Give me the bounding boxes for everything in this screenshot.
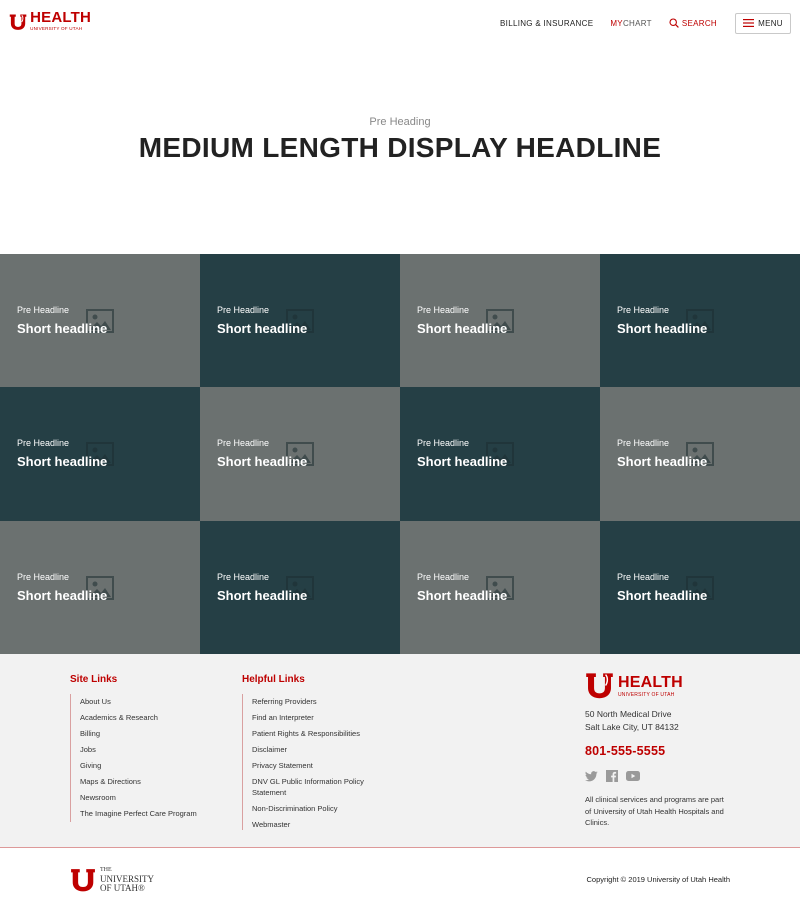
tile-headline: Short headline [417, 321, 508, 336]
footer-link[interactable]: DNV GL Public Information Policy Statement [252, 777, 364, 797]
university-of-utah-logo[interactable] [70, 866, 154, 893]
footer-link[interactable]: Newsroom [80, 793, 116, 802]
address-line-1: 50 North Medical Drive [585, 709, 672, 719]
tile-grid [0, 254, 800, 654]
footer-link[interactable]: Disclaimer [252, 745, 288, 754]
site-footer [0, 654, 800, 848]
site-links-title: Site Links [70, 674, 118, 685]
footer-phone[interactable]: 801-555-5555 [585, 744, 666, 758]
hero-pre-heading: Pre Heading [369, 116, 431, 128]
tile-headline: Short headline [617, 587, 708, 603]
promo-tile[interactable] [200, 387, 400, 520]
footer-link[interactable]: About Us [80, 697, 111, 706]
tile-headline: Short headline [17, 454, 108, 470]
footer-link[interactable]: Referring Providers [252, 697, 317, 706]
footer-uhealth-logo[interactable] [585, 672, 683, 699]
footer-link[interactable]: The Imagine Perfect Care Program [80, 809, 197, 818]
tile-pre-headline: Pre Headline [417, 305, 470, 315]
tile-headline: Short headline [417, 587, 508, 603]
search-icon [669, 18, 679, 28]
address-line-2: Salt Lake City, UT 84132 [585, 722, 679, 732]
promo-tile[interactable] [400, 521, 600, 654]
footer-link[interactable]: Jobs [80, 745, 96, 754]
logo-wordmark: HEALTH [30, 9, 91, 26]
tile-pre-headline: Pre Headline [217, 305, 270, 315]
tile-headline: Short headline [17, 587, 108, 603]
helpful-links-list [242, 694, 382, 830]
footer-link[interactable]: Giving [80, 761, 102, 770]
footer-link[interactable]: Webmaster [252, 820, 291, 829]
promo-tile[interactable] [0, 387, 200, 520]
promo-tile[interactable] [0, 521, 200, 654]
tile-pre-headline: Pre Headline [17, 438, 70, 449]
tile-pre-headline: Pre Headline [617, 438, 670, 449]
footer-link[interactable]: Non-Discrimination Policy [252, 804, 338, 813]
tile-pre-headline: Pre Headline [217, 438, 270, 449]
promo-tile[interactable] [600, 521, 800, 654]
main-nav [500, 12, 791, 34]
block-u-icon [70, 868, 96, 892]
tile-headline: Short headline [617, 321, 708, 336]
footer-link[interactable]: Privacy Statement [252, 761, 313, 770]
helpful-links-title: Helpful Links [242, 674, 305, 685]
bottom-bar [0, 849, 800, 909]
facebook-icon[interactable] [606, 770, 618, 782]
promo-tile[interactable] [600, 387, 800, 520]
promo-tile[interactable] [400, 254, 600, 387]
tile-headline: Short headline [617, 454, 708, 470]
uu-the: THE [100, 867, 112, 873]
tile-pre-headline: Pre Headline [417, 438, 470, 449]
copyright-text: Copyright © 2019 University of Utah Health [586, 875, 730, 884]
tile-pre-headline: Pre Headline [417, 571, 470, 582]
twitter-icon[interactable] [585, 771, 598, 782]
hamburger-icon [743, 19, 754, 27]
nav-mychart-link[interactable] [610, 19, 652, 28]
uhealth-logo[interactable] [9, 11, 91, 35]
promo-tile[interactable] [400, 387, 600, 520]
block-u-icon [9, 11, 27, 33]
footer-link[interactable]: Find an Interpreter [252, 713, 314, 722]
uu-of-utah: OF UTAH® [100, 883, 145, 893]
tile-headline: Short headline [417, 454, 508, 470]
mychart-chart-label: CHART [622, 18, 652, 28]
footer-link[interactable]: Academics & Research [80, 713, 158, 722]
youtube-icon[interactable] [626, 771, 640, 781]
footer-note: All clinical services and programs are part of University of Utah Health Hospitals and Clinics. [585, 795, 724, 827]
tile-headline: Short headline [17, 321, 108, 336]
promo-tile[interactable] [200, 521, 400, 654]
tile-pre-headline: Pre Headline [617, 571, 670, 582]
social-links [585, 770, 648, 782]
footer-link[interactable]: Maps & Directions [80, 777, 141, 786]
promo-tile[interactable] [200, 254, 400, 387]
tile-headline: Short headline [217, 454, 308, 470]
tile-pre-headline: Pre Headline [17, 571, 70, 582]
site-header [0, 0, 800, 48]
promo-tile[interactable] [0, 254, 200, 387]
tile-headline: Short headline [217, 321, 308, 336]
tile-pre-headline: Pre Headline [617, 305, 670, 315]
nav-search-button[interactable] [669, 18, 717, 28]
uu-university: UNIVERSITY [100, 874, 154, 884]
footer-logo-subtitle: UNIVERSITY OF UTAH [618, 692, 675, 698]
site-links-list [70, 694, 197, 822]
logo-subtitle: UNIVERSITY OF UTAH [30, 26, 83, 31]
hero-section [0, 48, 800, 254]
footer-logo-wordmark: HEALTH [618, 674, 683, 691]
promo-tile[interactable] [600, 254, 800, 387]
footer-link[interactable]: Billing [80, 729, 101, 738]
nav-billing-link[interactable]: BILLING & INSURANCE [500, 18, 594, 28]
hero-headline: MEDIUM LENGTH DISPLAY HEADLINE [138, 132, 662, 163]
block-u-icon [585, 672, 614, 699]
menu-label: MENU [758, 18, 783, 28]
footer-link[interactable]: Patient Rights & Responsibilities [252, 729, 360, 738]
tile-headline: Short headline [217, 587, 308, 603]
menu-button[interactable] [735, 13, 791, 34]
tile-pre-headline: Pre Headline [17, 305, 70, 315]
tile-pre-headline: Pre Headline [217, 571, 270, 582]
mychart-my-label: MY [610, 18, 623, 28]
footer-address [585, 708, 679, 734]
search-label: SEARCH [681, 18, 717, 28]
